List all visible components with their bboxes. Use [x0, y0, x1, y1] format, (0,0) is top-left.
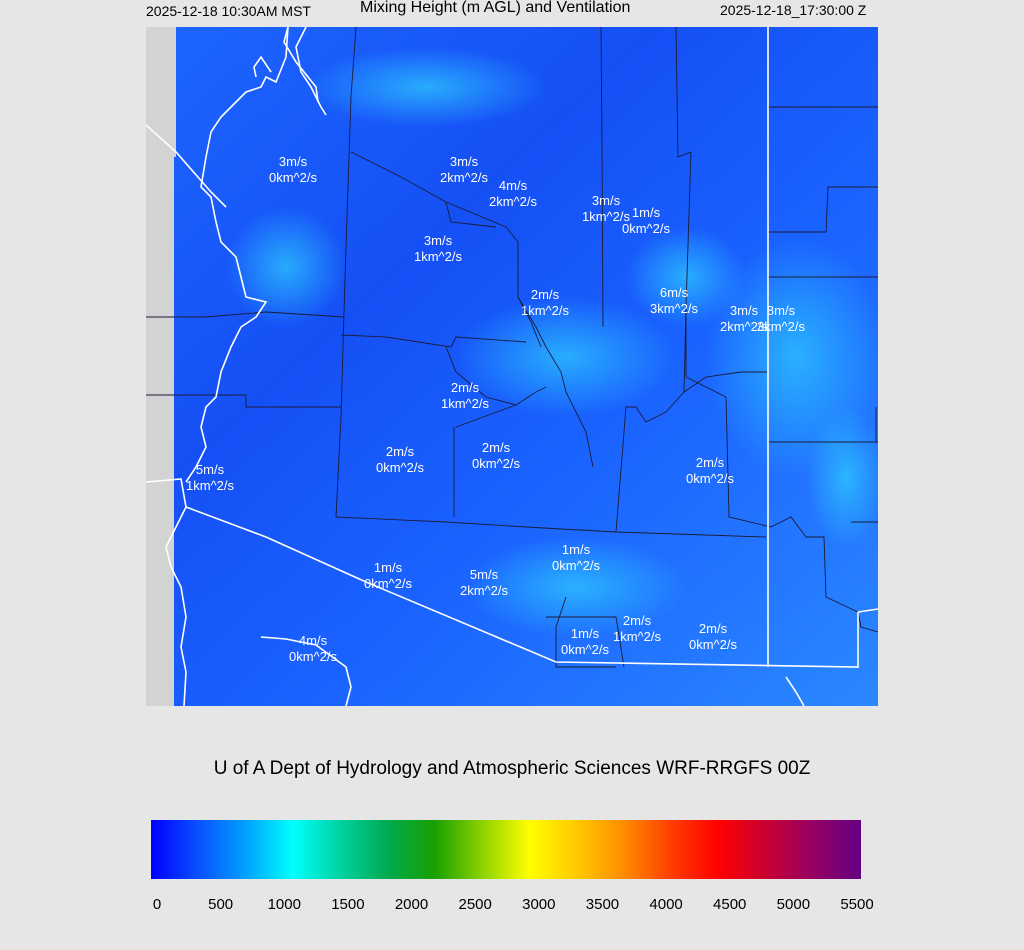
station-ventilation: 1km^2/s [413, 249, 463, 264]
station-wind: 1m/s [561, 542, 591, 557]
station-ventilation: 2km^2/s [488, 194, 538, 209]
station-ventilation: 0km^2/s [268, 170, 318, 185]
colorbar-tick-label: 4500 [713, 896, 747, 913]
colorbar [151, 820, 861, 879]
station-wind: 2m/s [698, 621, 728, 636]
colorbar-tick-label: 5500 [840, 896, 874, 913]
local-time: 2025-12-18 10:30AM MST [146, 3, 311, 19]
station-ventilation: 0km^2/s [375, 460, 425, 475]
station-ventilation: 1km^2/s [185, 478, 235, 493]
station-ventilation: 2km^2/s [459, 583, 509, 598]
station-wind: 4m/s [298, 633, 328, 648]
station-wind: 5m/s [195, 462, 225, 477]
station-wind: 3m/s [449, 154, 479, 169]
valid-time: 2025-12-18_17:30:00 Z [720, 2, 867, 18]
station-wind: 5m/s [469, 567, 499, 582]
colorbar-tick-label: 500 [208, 896, 234, 913]
station-ventilation: 0km^2/s [471, 456, 521, 471]
station-ventilation: 0km^2/s [551, 558, 601, 573]
station-wind: 2m/s [622, 613, 652, 628]
station-ventilation: 0km^2/s [685, 471, 735, 486]
station-wind: 2m/s [481, 440, 511, 455]
station-ventilation: 1km^2/s [440, 396, 490, 411]
station-wind: 3m/s [729, 303, 759, 318]
colorbar-tick-label: 3000 [522, 896, 556, 913]
colorbar-tick-label: 0 [152, 896, 162, 913]
map-canvas [146, 27, 878, 706]
station-wind: 1m/s [570, 626, 600, 641]
colorbar-tick-label: 1000 [267, 896, 301, 913]
station-ventilation: 0km^2/s [288, 649, 338, 664]
station-wind: 8m/s [766, 303, 796, 318]
station-ventilation: 1km^2/s [520, 303, 570, 318]
station-wind: 6m/s [659, 285, 689, 300]
station-ventilation: 3km^2/s [649, 301, 699, 316]
station-ventilation: 1km^2/s [612, 629, 662, 644]
footer-credit: U of A Dept of Hydrology and Atmospheric Sciences WRF-RRGFS 00Z [213, 758, 811, 779]
colorbar-tick-label: 4000 [649, 896, 683, 913]
station-ventilation: 0km^2/s [621, 221, 671, 236]
station-wind: 2m/s [385, 444, 415, 459]
colorbar-tick-label: 1500 [331, 896, 365, 913]
high-mixing-patch [226, 207, 346, 327]
station-wind: 2m/s [695, 455, 725, 470]
station-ventilation: 0km^2/s [560, 642, 610, 657]
station-wind: 3m/s [423, 233, 453, 248]
colorbar-gradient [151, 820, 861, 879]
station-ventilation: 2km^2/s [719, 319, 769, 334]
colorbar-tick-label: 5000 [776, 896, 811, 913]
station-wind: 1m/s [631, 205, 661, 220]
colorbar-tick-label: 2500 [458, 896, 492, 913]
station-wind: 1m/s [373, 560, 403, 575]
station-wind: 4m/s [498, 178, 528, 193]
colorbar-tick-label: 3500 [585, 896, 620, 913]
station-wind: 3m/s [278, 154, 308, 169]
map-title: Mixing Height (m AGL) and Ventilation [360, 0, 631, 16]
station-wind: 2m/s [450, 380, 480, 395]
station-wind: 2m/s [530, 287, 560, 302]
high-mixing-patch [306, 47, 546, 127]
station-ventilation: 3km^2/s [756, 319, 806, 334]
colorbar-tick-label: 2000 [394, 896, 429, 913]
station-ventilation: 1km^2/s [581, 209, 631, 224]
station-ventilation: 0km^2/s [688, 637, 738, 652]
mixing-height-map [146, 27, 878, 706]
station-wind: 3m/s [591, 193, 621, 208]
station-ventilation: 0km^2/s [363, 576, 413, 591]
station-ventilation: 2km^2/s [439, 170, 489, 185]
